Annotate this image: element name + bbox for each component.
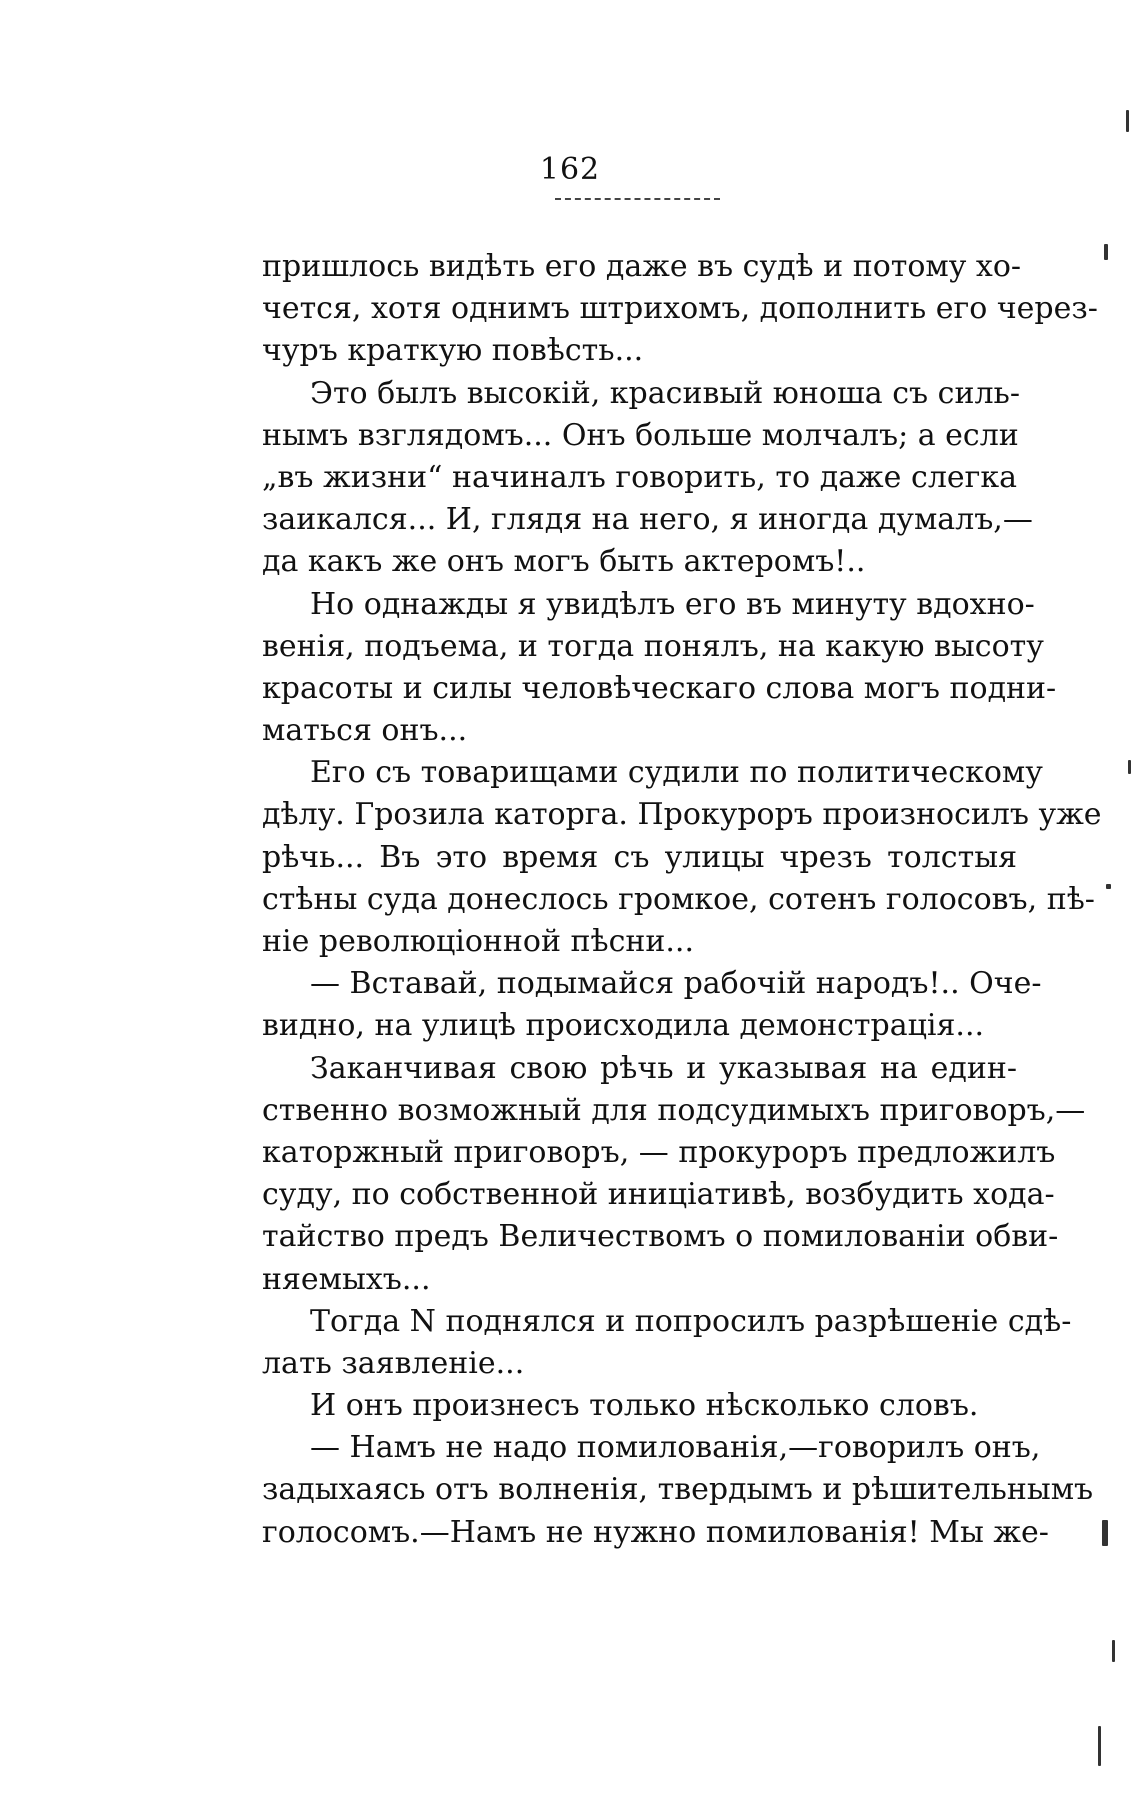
- header-rule: [555, 198, 720, 200]
- text-line-19: видно, на улицѣ происходила демонстрація...: [262, 1008, 985, 1044]
- text-line-17: ніе революціонной пѣсни...: [262, 924, 694, 959]
- text-line-8: да какъ же онъ могъ быть актеромъ!..: [262, 544, 866, 580]
- text-line-30: задыхаясь отъ волненія, твердымъ и рѣшительнымъ: [262, 1472, 1094, 1508]
- text-line-25: няемыхъ...: [262, 1261, 431, 1297]
- text-line-1: пришлось видѣть его даже въ судѣ и потому хо-: [262, 249, 1022, 284]
- text-line-20: Заканчивая свою рѣчь и указывая на един-: [310, 1050, 1017, 1086]
- text-line-28: И онъ произнесъ только нѣсколько словъ.: [310, 1388, 979, 1424]
- text-line-27: лать заявленіе...: [262, 1345, 525, 1381]
- text-line-24: тайство предъ Величествомъ о помилованіи обви-: [262, 1219, 1059, 1255]
- scan-speck: [1102, 1520, 1108, 1546]
- page-number: 162: [539, 152, 601, 187]
- scan-speck: [1098, 1726, 1101, 1766]
- text-line-14: дѣлу. Грозила каторга. Прокуроръ произносилъ уже: [262, 797, 1102, 833]
- text-line-5: нымъ взглядомъ... Онъ больше молчалъ; а если: [262, 417, 1019, 453]
- scan-speck: [1128, 760, 1131, 774]
- scan-speck: [1106, 884, 1111, 889]
- text-line-4: Это былъ высокій, красивый юноша съ силь-: [310, 375, 1020, 411]
- scan-speck: [1126, 110, 1129, 132]
- text-line-22: каторжный приговоръ, — прокуроръ предложилъ: [262, 1134, 1056, 1170]
- text-line-21: ственно возможный для подсудимыхъ приговоръ,—: [262, 1092, 1086, 1128]
- text-line-12: маться онъ...: [262, 713, 468, 749]
- text-line-7: заикался... И, глядя на него, я иногда думалъ,—: [262, 502, 1033, 538]
- body-text: [262, 246, 1102, 1554]
- text-line-18: — Вставай, подымайся рабочій народъ!.. Оче-: [310, 966, 1042, 1002]
- text-line-31: голосомъ.—Намъ не нужно помилованія! Мы же-: [262, 1514, 1049, 1550]
- text-line-10: венія, подъема, и тогда понялъ, на какую высоту: [262, 628, 1044, 664]
- text-line-23: суду, по собственной иниціативѣ, возбудить хода-: [262, 1177, 1055, 1213]
- text-line-6: „въ жизни“ начиналъ говорить, то даже слегка: [262, 459, 1017, 495]
- text-line-29: — Намъ не надо помилованія,—говорилъ онъ,: [310, 1430, 1041, 1466]
- text-line-3: чуръ краткую повѣсть...: [262, 333, 644, 369]
- text-line-11: красоты и силы человѣческаго слова могъ подни-: [262, 670, 1057, 706]
- scan-speck: [1112, 1640, 1115, 1662]
- text-line-9: Но однажды я увидѣлъ его въ минуту вдохно-: [310, 586, 1035, 622]
- text-line-2: чется, хотя однимъ штрихомъ, дополнить его через-: [262, 291, 1098, 327]
- scan-speck: [1104, 244, 1108, 260]
- text-line-26: Тогда N поднялся и попросилъ разрѣшеніе сдѣ-: [310, 1303, 1072, 1339]
- text-line-13: Его съ товарищами судили по политическому: [310, 755, 1043, 791]
- text-line-16: стѣны суда донеслось громкое, сотенъ голосовъ, пѣ-: [262, 881, 1095, 917]
- text-line-15: рѣчь... Въ это время съ улицы чрезъ толстыя: [262, 839, 1017, 875]
